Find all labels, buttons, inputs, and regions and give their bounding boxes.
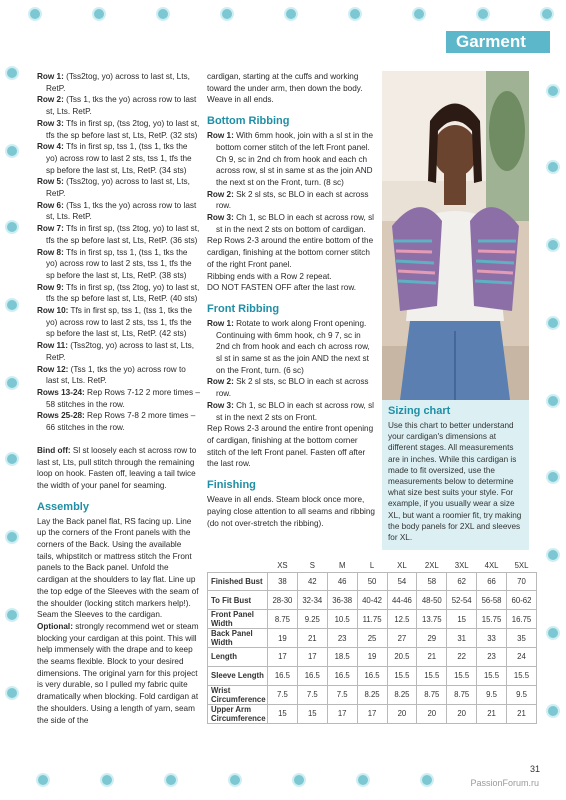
measurement-cell: 21: [477, 704, 507, 723]
yarn-ball-icon: [348, 7, 362, 21]
pattern-row: [37, 340, 200, 363]
measurement-cell: 35: [507, 629, 537, 648]
yarn-ball-icon: [5, 530, 19, 544]
yarn-ball-icon: [92, 7, 106, 21]
pattern-row: [207, 376, 375, 399]
pattern-row: [207, 189, 375, 212]
row-label: Row 2:: [207, 189, 234, 199]
row-text: (Tss 1, tks the yo) across row to last st, Lts. RetP.: [46, 200, 197, 222]
yarn-ball-icon: [228, 773, 242, 787]
table-row: [208, 572, 537, 591]
row-label: Row 7:: [37, 224, 64, 234]
measurement-cell: 19: [268, 629, 298, 648]
measurement-cell: 16.5: [268, 666, 298, 685]
size-table: [207, 560, 537, 724]
measurement-cell: 7.5: [327, 685, 357, 704]
measurement-cell: 46: [327, 572, 357, 591]
size-header: M: [338, 561, 346, 571]
intro-text: cardigan, starting at the cuffs and working toward the under arm, then down the body. Weave in all ends.: [207, 72, 363, 105]
table-row: [208, 704, 537, 723]
size-header: 4XL: [484, 561, 499, 571]
row-label: Row 10:: [37, 306, 69, 316]
finishing-text: Weave in all ends. Steam block once more, paying close attention to all seams and ribbing (do not over-stretch the ribbing).: [207, 495, 375, 528]
pattern-row: [207, 400, 375, 423]
pattern-row: [207, 130, 375, 189]
measurement-cell: 17: [297, 648, 327, 667]
measurement-cell: 15: [268, 704, 298, 723]
yarn-ball-icon: [540, 7, 554, 21]
measurement-cell: 40-42: [357, 591, 387, 610]
row-text: With 6mm hook, join with a sl st in the bottom corner stitch of the left Front panel. Ch 9, sc in 2nd ch from hook and each ch across row, sl st in same st as the join AND the next st on the Front, turn. (8 sc): [216, 131, 374, 187]
measurement-cell: 58: [417, 572, 447, 591]
measurement-cell: 20: [387, 704, 417, 723]
measurement-cell: 15: [447, 610, 477, 629]
yarn-ball-icon: [156, 7, 170, 21]
measurement-cell: 42: [297, 572, 327, 591]
row-text: Ch 1, sc BLO in each st across row, sl st in the next 2 sts on bottom of cardigan.: [216, 213, 374, 234]
model-photo: [382, 71, 529, 400]
pattern-row: [37, 141, 200, 176]
measurement-cell: 36-38: [327, 591, 357, 610]
measurement-cell: 48-50: [417, 591, 447, 610]
measurement-cell: 16.5: [327, 666, 357, 685]
measurement-cell: 21: [297, 629, 327, 648]
bind-off-paragraph: [37, 445, 200, 492]
measurement-cell: 25: [357, 629, 387, 648]
table-corner: [208, 560, 268, 572]
row-label: Row 3:: [207, 400, 234, 410]
measurement-label: Back Panel Width: [208, 629, 268, 648]
yarn-ball-icon: [5, 298, 19, 312]
yarn-ball-icon: [356, 773, 370, 787]
row-label: Row 3:: [37, 118, 64, 128]
yarn-ball-icon: [100, 773, 114, 787]
table-row: [208, 666, 537, 685]
measurement-cell: 18.5: [327, 648, 357, 667]
measurement-cell: 50: [357, 572, 387, 591]
row-label: Row 2:: [207, 377, 234, 387]
row-text: Sk 2 sl sts, sc BLO in each st across row.: [216, 189, 369, 211]
yarn-ball-icon: [5, 686, 19, 700]
yarn-ball-icon: [546, 548, 560, 562]
yarn-ball-icon: [220, 7, 234, 21]
measurement-label: To Fit Bust: [208, 591, 268, 610]
yarn-ball-icon: [546, 84, 560, 98]
sizing-heading: Sizing chart: [388, 405, 451, 417]
row-text: Rep Rows 7-12 2 more times – 58 stitches in the row.: [46, 387, 200, 409]
row-label: Row 1:: [207, 318, 234, 328]
yarn-ball-icon: [284, 7, 298, 21]
measurement-cell: 23: [327, 629, 357, 648]
bottom-ribbing-rows: [207, 130, 375, 235]
measurement-cell: 15.5: [477, 666, 507, 685]
measurement-cell: 8.75: [268, 610, 298, 629]
measurement-cell: 15.75: [477, 610, 507, 629]
pattern-row: [207, 318, 375, 377]
measurement-cell: 15.5: [507, 666, 537, 685]
pattern-row: [37, 364, 200, 387]
yarn-ball-icon: [28, 7, 42, 21]
optional-label: Optional:: [37, 621, 73, 631]
measurement-cell: 23: [477, 648, 507, 667]
measurement-cell: 52-54: [447, 591, 477, 610]
row-list: [37, 71, 200, 434]
measurement-cell: 56-58: [477, 591, 507, 610]
measurement-cell: 20: [417, 704, 447, 723]
yarn-ball-icon: [546, 238, 560, 252]
measurement-cell: 13.75: [417, 610, 447, 629]
bottom-after-text: DO NOT FASTEN OFF after the last row.: [207, 283, 357, 293]
row-label: Row 12:: [37, 364, 69, 374]
row-text: Tfs in first sp, tss 1, (tss 1, tks the yo) across row to last 2 sts, tss 1, tfs the sp before the last st, Lts, RetP. (42 sts): [46, 306, 193, 339]
size-header: XL: [397, 561, 407, 571]
measurement-cell: 62: [447, 572, 477, 591]
pattern-row: [37, 247, 200, 282]
sizing-text: Use this chart to better understand your cardigan's dimensions at different stages. All measurements are in inches. While this cardigan is made to fit oversized, use the measurements below to determine what size best suits your style. For example, if you usually wear a size XL, but want a roomier fit, try making the body panels for 2XL and sleeves for XL.: [388, 421, 522, 543]
measurement-cell: 8.75: [417, 685, 447, 704]
pattern-row: [207, 212, 375, 235]
bind-off-label: Bind off:: [37, 445, 71, 455]
measurement-cell: 16.5: [297, 666, 327, 685]
measurement-cell: 11.75: [357, 610, 387, 629]
row-label: Row 8:: [37, 247, 64, 257]
yarn-ball-icon: [5, 452, 19, 466]
row-text: (Tss 1, tks the yo) across row to last st, Lts. RetP.: [46, 95, 197, 117]
bottom-ribbing-heading: Bottom Ribbing: [207, 115, 290, 128]
measurement-cell: 21: [417, 648, 447, 667]
measurement-label: Sleeve Length: [208, 666, 268, 685]
pattern-row: [37, 305, 200, 340]
yarn-ball-icon: [476, 7, 490, 21]
table-row: [208, 610, 537, 629]
measurement-cell: 12.5: [387, 610, 417, 629]
measurement-cell: 15: [297, 704, 327, 723]
measurement-cell: 8.25: [387, 685, 417, 704]
table-row: [208, 591, 537, 610]
table-body: [208, 572, 537, 723]
measurement-cell: 24: [507, 648, 537, 667]
pattern-row: [37, 118, 200, 141]
front-after-text: Rep Rows 2-3 around the entire front opening of cardigan, finishing at the bottom corner stitch of the left Front panel. Fasten off after the last row.: [207, 424, 374, 469]
yarn-ball-icon: [5, 66, 19, 80]
row-text: Tfs in first sp, (tss 2tog, yo) to last st, tfs the sp before last st, Lts, RetP. (40 sts): [46, 282, 200, 304]
size-header: 5XL: [514, 561, 529, 571]
measurement-cell: 21: [507, 704, 537, 723]
bottom-after-text: Ribbing ends with a Row 2 repeat.: [207, 271, 332, 281]
row-text: (Tss2tog, yo) across to last st, Lts, RetP.: [46, 341, 194, 362]
row-label: Rows 13-24:: [37, 387, 85, 397]
finishing-heading: Finishing: [207, 479, 256, 492]
measurement-cell: 19: [357, 648, 387, 667]
size-header: L: [369, 561, 375, 571]
measurement-cell: 20.5: [387, 648, 417, 667]
row-text: Tfs in first sp, (tss 2tog, yo) to last st, tfs the sp before last st, Lts, RetP. (36 sts): [46, 224, 200, 245]
row-label: Row 2:: [37, 95, 64, 105]
yarn-ball-icon: [5, 608, 19, 622]
measurement-cell: 17: [357, 704, 387, 723]
pattern-row: [37, 223, 200, 246]
measurement-cell: 70: [507, 572, 537, 591]
row-text: Ch 1, sc BLO in each st across row, sl st in the next 2 sts on Front.: [216, 400, 374, 422]
yarn-ball-icon: [546, 626, 560, 640]
measurement-cell: 10.5: [327, 610, 357, 629]
optional-paragraph: [37, 621, 200, 726]
size-header: XS: [277, 561, 288, 571]
measurement-cell: 16.75: [507, 610, 537, 629]
pattern-row: [37, 71, 200, 94]
measurement-label: Length: [208, 648, 268, 667]
pattern-row: [37, 387, 200, 410]
row-label: Rows 25-28:: [37, 411, 85, 421]
row-text: Tfs in first sp, tss 1, (tss 1, tks the yo) across row to last 2 sts, tss 1, tfs the sp before the last st, Lts, RetP. (38 sts): [46, 247, 192, 280]
row-label: Row 11:: [37, 341, 68, 351]
yarn-ball-icon: [412, 7, 426, 21]
assembly-heading: Assembly: [37, 500, 89, 513]
pattern-row: [37, 176, 200, 199]
front-ribbing-heading: Front Ribbing: [207, 302, 280, 315]
measurement-cell: 15.5: [417, 666, 447, 685]
row-label: Row 9:: [37, 282, 64, 292]
pattern-row: [37, 282, 200, 305]
measurement-cell: 8.25: [357, 685, 387, 704]
measurement-cell: 17: [268, 648, 298, 667]
yarn-ball-icon: [5, 144, 19, 158]
size-header: 2XL: [424, 561, 439, 571]
measurement-cell: 20: [447, 704, 477, 723]
measurement-label: Upper Arm Circumference: [208, 704, 268, 723]
measurement-label: Finished Bust: [208, 572, 268, 591]
watermark: PassionForum.ru: [470, 778, 539, 788]
measurement-label: Wrist Circumference: [208, 685, 268, 704]
model-photo-illustration: [382, 71, 529, 400]
measurement-cell: 54: [387, 572, 417, 591]
section-tag: Garment: [449, 31, 550, 53]
row-text: Tfs in first sp, (tss 2tog, yo) to last st, tfs the sp before last st, Lts, RetP. (32 sts): [46, 118, 200, 140]
row-text: Sk 2 sl sts, sc BLO in each st across row.: [216, 377, 369, 399]
row-text: (Tss 1, tks the yo) across row to last st, Lts. RetP.: [46, 364, 186, 386]
yarn-ball-icon: [546, 160, 560, 174]
measurement-cell: 33: [477, 629, 507, 648]
measurement-cell: 17: [327, 704, 357, 723]
row-label: Row 5:: [37, 177, 64, 187]
row-label: Row 1:: [207, 131, 234, 141]
yarn-ball-icon: [546, 470, 560, 484]
pattern-column-middle: [207, 71, 375, 529]
optional-text: strongly recommend wet or steam blocking your cardigan at this point. This will help immensely with the drape and to keep the seams flexible. Block to your desired dimensions. The original yarn for this project is very durable, so I pulled my fabric quite dramatically when blocking. Fold cardigan at the shoulders. Using a length of yarn, seam the side of the: [37, 621, 199, 725]
measurement-cell: 9.25: [297, 610, 327, 629]
row-label: Row 4:: [37, 142, 64, 152]
row-text: Rep Rows 7-8 2 more times – 66 stitches in the row.: [46, 411, 196, 433]
row-text: Tfs in first sp, tss 1, (tss 1, tks the yo) across row to last 2 sts, tss 1, tfs the sp before the last st, Lts, RetP. (34 sts): [46, 142, 192, 175]
yarn-ball-icon: [5, 220, 19, 234]
row-text: Rotate to work along Front opening. Continuing with 6mm hook, ch 9 7, sc in 2nd ch from hook and each ch across row, sl st in same st as the join AND the next st on the Front, turn. (6 sc): [216, 318, 370, 375]
measurement-cell: 15.5: [447, 666, 477, 685]
measurement-cell: 60-62: [507, 591, 537, 610]
pattern-row: [37, 94, 200, 117]
measurement-cell: 7.5: [268, 685, 298, 704]
yarn-ball-icon: [546, 704, 560, 718]
bottom-after-text: Rep Rows 2-3 around the entire bottom of the cardigan, finishing at the bottom corner stitch of the right Front panel.: [207, 236, 374, 269]
measurement-cell: 66: [477, 572, 507, 591]
measurement-cell: 29: [417, 629, 447, 648]
table-row: [208, 648, 537, 667]
yarn-ball-icon: [546, 316, 560, 330]
table-row: [208, 629, 537, 648]
measurement-cell: 15.5: [387, 666, 417, 685]
measurement-cell: 38: [268, 572, 298, 591]
measurement-cell: 27: [387, 629, 417, 648]
measurement-label: Front Panel Width: [208, 610, 268, 629]
bind-off-text: Sl st loosely each st across row to last st, Lts, pull stitch through the remaining loop on hook. Fasten off, leaving a tail twice the width of your panel for seaming.: [37, 445, 197, 490]
yarn-ball-icon: [546, 394, 560, 408]
assembly-text: Lay the Back panel flat, RS facing up. Line up the corners of the Front panels with the corners of the Back. Using the available tails, whipstitch or mattress stitch the Front panels to the Back panel. Unfold the cardigan at the shoulders to lay flat. Line up the top edge of the Sleeves with the seam of the shoulder (locking stitch markers help!). Seam the Sleeves to the cardigan.: [37, 516, 199, 620]
sizing-chart-box: [382, 400, 529, 550]
pattern-row: [37, 410, 200, 433]
yarn-ball-icon: [292, 773, 306, 787]
pattern-row: [37, 200, 200, 223]
measurement-cell: 16.5: [357, 666, 387, 685]
size-header: 3XL: [454, 561, 469, 571]
measurement-cell: 7.5: [297, 685, 327, 704]
yarn-ball-icon: [420, 773, 434, 787]
measurement-cell: 8.75: [447, 685, 477, 704]
measurement-cell: 32-34: [297, 591, 327, 610]
yarn-ball-icon: [36, 773, 50, 787]
yarn-ball-icon: [5, 376, 19, 390]
measurement-cell: 22: [447, 648, 477, 667]
measurement-cell: 31: [447, 629, 477, 648]
measurement-cell: 28-30: [268, 591, 298, 610]
measurement-cell: 44-46: [387, 591, 417, 610]
row-label: Row 3:: [207, 213, 234, 223]
row-text: (Tss2tog, yo) across to last st, Lts, RetP.: [46, 72, 190, 93]
row-label: Row 6:: [37, 200, 64, 210]
size-header: S: [309, 561, 315, 571]
measurement-cell: 9.5: [477, 685, 507, 704]
table-header-row: [208, 560, 537, 572]
table-row: [208, 685, 537, 704]
row-text: (Tss2tog, yo) across to last st, Lts, RetP.: [46, 177, 190, 199]
measurement-cell: 9.5: [507, 685, 537, 704]
row-label: Row 1:: [37, 72, 64, 81]
yarn-ball-icon: [164, 773, 178, 787]
page-number: 31: [529, 764, 540, 774]
pattern-column-left: [37, 71, 200, 726]
front-ribbing-rows: [207, 318, 375, 423]
